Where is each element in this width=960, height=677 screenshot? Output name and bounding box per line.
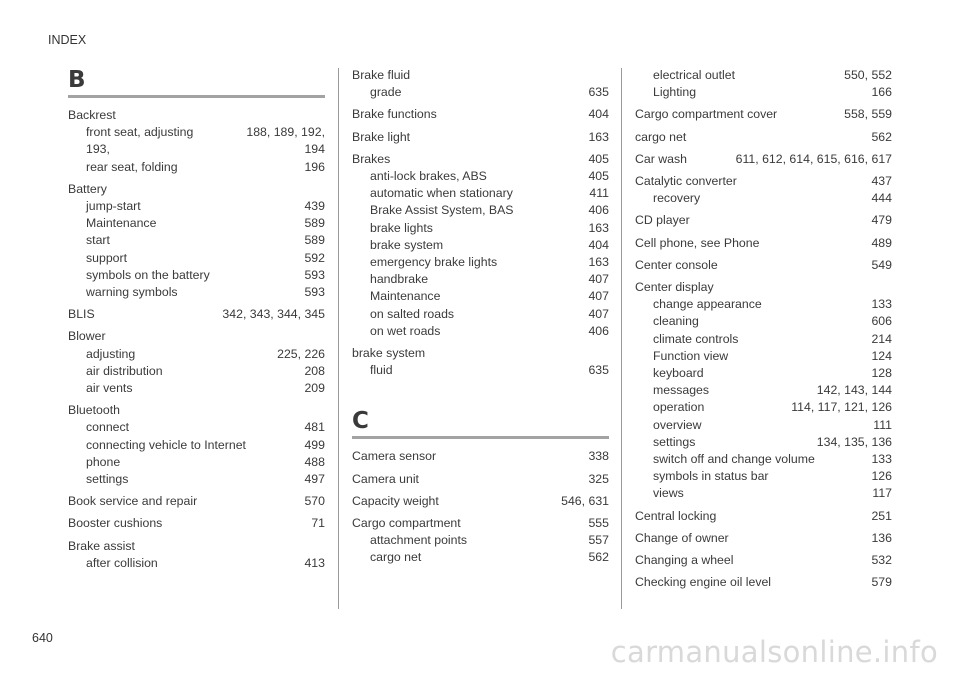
index-entry — [635, 67, 892, 101]
index-sub-row — [68, 198, 325, 215]
subentry-term: messages — [653, 383, 710, 398]
index-sub-row — [635, 434, 892, 451]
index-sub-row — [68, 124, 325, 141]
index-main-row — [352, 471, 609, 488]
subentry-pages: 635 — [588, 363, 609, 378]
subentry-pages: 117 — [872, 486, 892, 501]
subentry-pages: 589 — [304, 216, 325, 231]
entry-term: Bluetooth — [68, 403, 120, 418]
subentry-term: on salted roads — [370, 306, 455, 321]
index-sub-row — [68, 141, 325, 158]
index-main-row — [68, 493, 325, 510]
index-main-row — [635, 173, 892, 190]
subentry-term: keyboard — [653, 366, 704, 381]
entry-pages: 405 — [588, 151, 609, 166]
subentry-pages: 405 — [588, 169, 609, 184]
entry-pages: 479 — [871, 213, 892, 228]
index-main-row — [352, 106, 609, 123]
index-sub-row — [352, 306, 609, 323]
index-main-row — [352, 67, 609, 84]
subentry-pages: 499 — [304, 437, 325, 452]
entry-term: Changing a wheel — [635, 553, 734, 568]
index-main-row — [635, 212, 892, 229]
entry-pages: 437 — [871, 174, 892, 189]
index-sub-row — [352, 84, 609, 101]
subentry-pages: 488 — [304, 454, 325, 469]
index-entry — [352, 106, 609, 123]
index-entry — [68, 107, 325, 176]
index-main-row — [635, 151, 892, 168]
index-entry — [352, 448, 609, 465]
index-main-row — [352, 515, 609, 532]
watermark: carmanualsonline.info — [610, 635, 938, 669]
index-sub-row — [68, 284, 325, 301]
subentry-term: start — [86, 233, 110, 248]
subentry-term: symbols in status bar — [653, 469, 769, 484]
entry-pages: 562 — [871, 129, 892, 144]
entry-term: Checking engine oil level — [635, 575, 772, 590]
index-main-row — [635, 574, 892, 591]
subentry-pages: 133 — [871, 452, 892, 467]
subentry-pages: 593 — [304, 285, 325, 300]
section-header — [68, 68, 325, 98]
entry-term: Backrest — [68, 108, 116, 122]
index-main-row — [68, 538, 325, 555]
entry-pages: 549 — [871, 257, 892, 272]
index-entry — [68, 493, 325, 510]
subentry-term: air vents — [86, 381, 133, 396]
index-entry — [352, 67, 609, 101]
index-sub-row — [68, 250, 325, 267]
subentry-pages: 497 — [304, 472, 325, 487]
entry-term: Car wash — [635, 151, 687, 166]
subentry-pages: 481 — [304, 420, 325, 435]
index-sub-row — [635, 468, 892, 485]
entry-pages: 546, 631 — [561, 493, 609, 508]
subentry-term: after collision — [86, 555, 158, 570]
index-main-row — [635, 106, 892, 123]
index-sub-row — [68, 159, 325, 176]
subentry-term: switch off and change volume — [653, 452, 815, 467]
subentry-pages: 196 — [304, 159, 325, 174]
index-main-row — [635, 279, 892, 296]
index-main-row — [635, 508, 892, 525]
entry-term: Catalytic converter — [635, 174, 737, 189]
column-divider — [621, 68, 622, 609]
subentry-term: fluid — [370, 363, 393, 378]
subentry-pages: 209 — [304, 381, 325, 396]
index-entry — [635, 129, 892, 146]
index-sub-row — [635, 296, 892, 313]
entry-pages: 71 — [311, 516, 325, 531]
column-divider — [338, 68, 339, 609]
index-entry — [635, 106, 892, 123]
index-sub-row — [635, 485, 892, 502]
entry-term: Cargo compartment — [352, 516, 461, 531]
subentry-term: connect — [86, 420, 130, 435]
subentry-term: recovery — [653, 191, 701, 206]
subentry-term: settings — [653, 434, 696, 449]
index-entry — [635, 574, 892, 591]
entry-pages: 136 — [871, 530, 892, 545]
subentry-term: Maintenance — [86, 216, 157, 231]
subentry-term: Brake Assist System, BAS — [370, 203, 514, 218]
index-entry — [635, 279, 892, 503]
index-sub-row — [68, 346, 325, 363]
index-sub-row — [352, 362, 609, 379]
subentry-term: brake lights — [370, 220, 433, 235]
subentry-pages: 635 — [588, 85, 609, 100]
index-entry — [635, 530, 892, 547]
subentry-pages: 142, 143, 144 — [816, 383, 892, 398]
subentry-pages: 166 — [871, 85, 892, 100]
index-sub-row — [352, 237, 609, 254]
index-sub-row — [352, 220, 609, 237]
index-sub-row — [635, 190, 892, 207]
entry-term: Brake fluid — [352, 68, 411, 82]
subentry-pages: 444 — [871, 191, 892, 206]
index-entry — [352, 345, 609, 379]
entry-term: Change of owner — [635, 530, 729, 545]
index-sub-row — [635, 451, 892, 468]
subentry-pages: 124 — [871, 348, 892, 363]
index-entry — [68, 538, 325, 572]
subentry-term: settings — [86, 472, 129, 487]
subentry-pages: 407 — [588, 289, 609, 304]
entry-pages: 338 — [588, 449, 609, 464]
index-entry — [68, 181, 325, 301]
subentry-term: connecting vehicle to Internet — [86, 437, 246, 452]
index-entry — [635, 151, 892, 168]
index-sub-row — [635, 348, 892, 365]
subentry-pages: 194 — [304, 142, 325, 157]
index-sub-row — [635, 399, 892, 416]
index-main-row — [352, 345, 609, 362]
index-entry — [352, 515, 609, 567]
entry-pages: 532 — [871, 553, 892, 568]
index-entry — [352, 129, 609, 146]
subentry-term: cleaning — [653, 314, 699, 329]
subentry-term: phone — [86, 454, 121, 469]
subentry-pages: 557 — [588, 533, 609, 548]
entry-term: Capacity weight — [352, 493, 439, 508]
subentry-pages: 208 — [304, 363, 325, 378]
entry-term: Brakes — [352, 151, 391, 166]
subentry-pages: 411 — [589, 186, 609, 201]
entry-term: Brake functions — [352, 107, 437, 122]
subentry-pages: 413 — [304, 555, 325, 570]
index-sub-row — [635, 84, 892, 101]
subentry-pages: 128 — [871, 366, 892, 381]
entry-pages: 342, 343, 344, 345 — [222, 307, 325, 322]
index-sub-row — [352, 185, 609, 202]
index-main-row — [68, 328, 325, 345]
subentry-term: air distribution — [86, 363, 163, 378]
entry-term: Booster cushions — [68, 516, 163, 531]
entry-pages: 611, 612, 614, 615, 616, 617 — [735, 151, 892, 166]
subentry-term: Maintenance — [370, 289, 441, 304]
entry-term: Central locking — [635, 508, 717, 523]
entry-term: brake system — [352, 346, 426, 361]
index-sub-row — [635, 67, 892, 84]
section-letter: B — [68, 67, 86, 93]
index-main-row — [635, 129, 892, 146]
subentry-term: electrical outlet — [653, 68, 736, 82]
subentry-term: attachment points — [370, 533, 468, 548]
subentry-term: brake system — [370, 237, 444, 252]
subentry-term: views — [653, 486, 684, 501]
subentry-pages: 439 — [304, 199, 325, 214]
subentry-term: warning symbols — [86, 285, 178, 300]
entry-pages: 558, 559 — [844, 107, 892, 122]
index-entry — [68, 306, 325, 323]
index-main-row — [635, 235, 892, 252]
entry-term: Brake assist — [68, 538, 135, 553]
index-sub-row — [68, 380, 325, 397]
index-main-row — [68, 515, 325, 532]
subentry-term: grade — [370, 85, 402, 100]
subentry-pages: 550, 552 — [844, 68, 892, 82]
subentry-pages: 606 — [871, 314, 892, 329]
index-sub-row — [635, 382, 892, 399]
subentry-term: front seat, adjusting — [86, 125, 194, 140]
index-entry — [352, 151, 609, 340]
subentry-term: automatic when stationary — [370, 186, 513, 201]
entry-term: BLIS — [68, 307, 95, 322]
subentry-pages: 407 — [588, 306, 609, 321]
index-sub-row — [635, 313, 892, 330]
index-column-1 — [68, 68, 325, 572]
index-main-row — [352, 448, 609, 465]
index-sub-row — [68, 437, 325, 454]
entry-pages: 579 — [871, 575, 892, 590]
subentry-pages: 589 — [304, 233, 325, 248]
entry-term: Battery — [68, 181, 107, 196]
index-sub-row — [68, 363, 325, 380]
subentry-pages: 225, 226 — [277, 346, 325, 361]
index-main-row — [635, 552, 892, 569]
entry-term: cargo net — [635, 129, 687, 144]
entry-term: Brake light — [352, 129, 411, 144]
index-sub-row — [352, 202, 609, 219]
section-rule — [352, 436, 609, 439]
index-sub-row — [352, 549, 609, 566]
page-number: 640 — [32, 631, 53, 645]
entry-pages: 570 — [304, 494, 325, 509]
subentry-term: adjusting — [86, 346, 136, 361]
index-main-row — [352, 493, 609, 510]
index-main-row — [68, 107, 325, 124]
index-column-3 — [635, 67, 892, 591]
subentry-term: anti-lock brakes, ABS — [370, 169, 487, 184]
entry-pages: 555 — [588, 516, 609, 531]
index-sub-row — [68, 215, 325, 232]
subentry-term: emergency brake lights — [370, 255, 498, 270]
index-main-row — [68, 181, 325, 198]
index-entry — [635, 508, 892, 525]
index-entry — [352, 493, 609, 510]
entry-term: Book service and repair — [68, 494, 198, 509]
subentry-pages: 406 — [588, 323, 609, 338]
entry-pages: 489 — [871, 235, 892, 250]
entry-term: Blower — [68, 329, 106, 344]
subentry-term: rear seat, folding — [86, 159, 178, 174]
subentry-term: symbols on the battery — [86, 267, 210, 282]
subentry-pages: 163 — [588, 220, 609, 235]
subentry-pages: 188, 189, 192, — [246, 125, 325, 140]
subentry-term: jump-start — [86, 199, 141, 214]
subentry-pages: 114, 117, 121, 126 — [791, 400, 892, 415]
subentry-term: overview — [653, 417, 702, 432]
running-header: INDEX — [48, 33, 87, 47]
index-main-row — [635, 257, 892, 274]
subentry-pages: 111 — [873, 417, 892, 432]
index-sub-row — [352, 168, 609, 185]
entry-pages: 251 — [871, 508, 892, 523]
entry-pages: 163 — [588, 129, 609, 144]
subentry-pages: 214 — [871, 331, 892, 346]
subentry-term: on wet roads — [370, 323, 441, 338]
section-rule — [68, 95, 325, 98]
index-entry — [635, 212, 892, 229]
index-main-row — [352, 129, 609, 146]
index-sub-row — [352, 271, 609, 288]
index-sub-row — [352, 323, 609, 340]
index-main-row — [68, 306, 325, 323]
subentry-term: 193, — [86, 142, 110, 157]
index-entry — [68, 328, 325, 397]
index-entry — [68, 402, 325, 488]
index-sub-row — [352, 288, 609, 305]
subentry-term: support — [86, 250, 128, 265]
index-entry — [635, 173, 892, 207]
index-sub-row — [68, 267, 325, 284]
index-sub-row — [352, 532, 609, 549]
index-entry — [635, 552, 892, 569]
index-main-row — [68, 402, 325, 419]
index-sub-row — [635, 417, 892, 434]
subentry-term: Lighting — [653, 85, 697, 100]
subentry-term: operation — [653, 400, 705, 415]
subentry-pages: 163 — [588, 255, 609, 270]
index-main-row — [352, 151, 609, 168]
index-entry — [635, 235, 892, 252]
subentry-pages: 404 — [588, 237, 609, 252]
index-sub-row — [68, 454, 325, 471]
subentry-pages: 562 — [588, 550, 609, 565]
subentry-pages: 134, 135, 136 — [816, 434, 892, 449]
subentry-term: change appearance — [653, 297, 762, 312]
subentry-term: handbrake — [370, 272, 429, 287]
index-sub-row — [352, 254, 609, 271]
index-entry — [635, 257, 892, 274]
entry-term: Cell phone, see Phone — [635, 235, 760, 250]
index-column-2 — [352, 67, 609, 567]
subentry-pages: 406 — [588, 203, 609, 218]
index-sub-row — [68, 471, 325, 488]
subentry-term: climate controls — [653, 331, 739, 346]
subentry-pages: 407 — [588, 272, 609, 287]
entry-pages: 325 — [588, 471, 609, 486]
index-entry — [68, 515, 325, 532]
index-sub-row — [68, 419, 325, 436]
entry-term: Center display — [635, 280, 714, 295]
index-sub-row — [635, 331, 892, 348]
subentry-pages: 593 — [304, 267, 325, 282]
subentry-pages: 592 — [304, 250, 325, 265]
index-sub-row — [635, 365, 892, 382]
subentry-pages: 133 — [871, 297, 892, 312]
section-letter: C — [352, 408, 369, 435]
index-sub-row — [68, 232, 325, 249]
index-entry — [352, 471, 609, 488]
subentry-term: cargo net — [370, 550, 422, 565]
subentry-term: Function view — [653, 348, 729, 363]
index-main-row — [635, 530, 892, 547]
index-sub-row — [68, 555, 325, 572]
entry-term: Cargo compartment cover — [635, 107, 778, 122]
entry-term: Camera unit — [352, 471, 419, 486]
subentry-pages: 126 — [871, 469, 892, 484]
section-header — [352, 409, 609, 439]
entry-term: Center console — [635, 257, 718, 272]
entry-term: Camera sensor — [352, 449, 437, 464]
entry-term: CD player — [635, 213, 690, 228]
entry-pages: 404 — [588, 107, 609, 122]
